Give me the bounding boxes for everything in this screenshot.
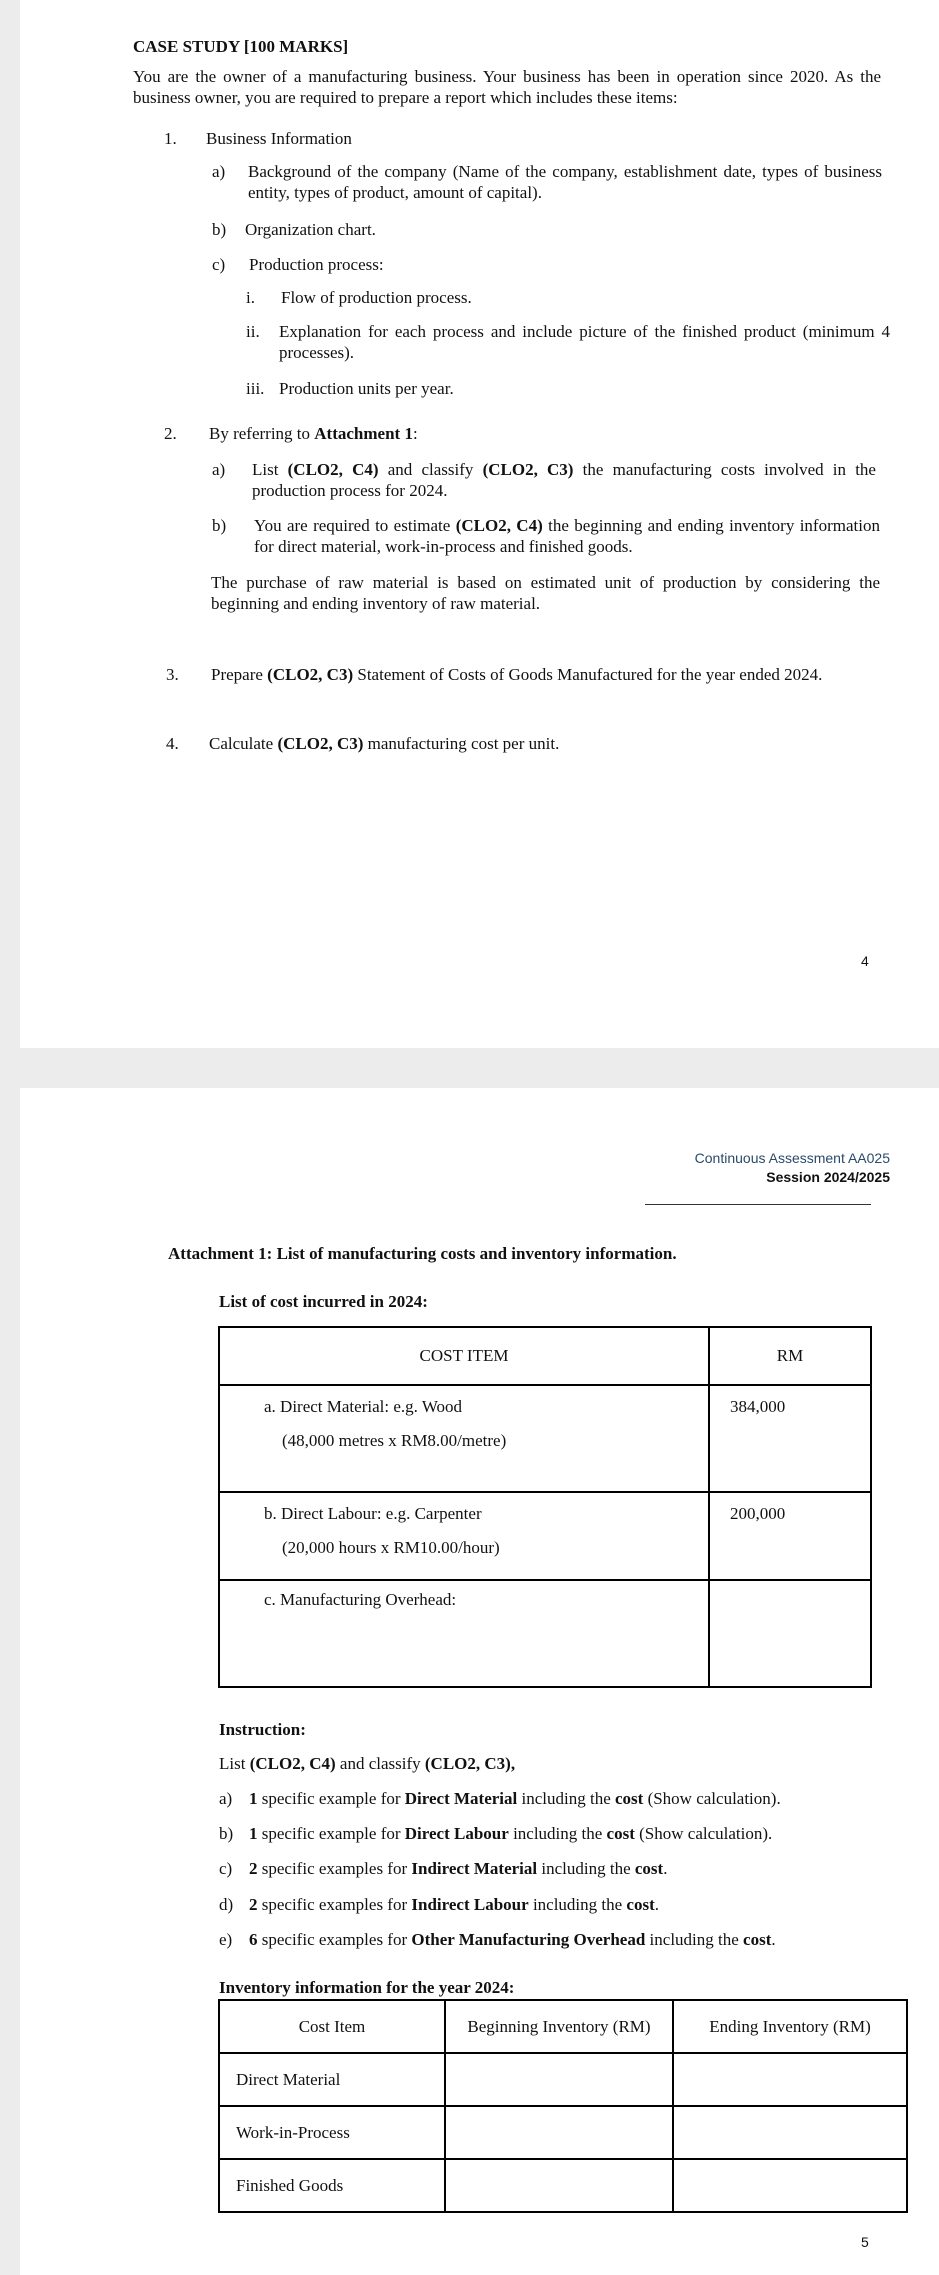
beginning-inventory-header: Beginning Inventory (RM) [445, 2000, 673, 2053]
item-1b-text: Organization chart. [245, 220, 376, 239]
inventory-cell [673, 2106, 907, 2159]
inventory-row-label: Work-in-Process [219, 2106, 445, 2159]
header-rule [645, 1204, 871, 1205]
instruction-item: e) 6 specific examples for Other Manufacturing Overhead including the cost. [219, 1930, 776, 1949]
document-page-5 [20, 1088, 939, 2275]
inventory-row [219, 2053, 907, 2106]
inventory-cell [445, 2159, 673, 2212]
item-1-title: Business Information [206, 129, 352, 148]
item-1c-ii-marker: ii. [246, 322, 260, 341]
item-1c-i-marker: i. [246, 288, 255, 307]
item-1c-i-text: Flow of production process. [281, 288, 472, 307]
cost-row-overhead [219, 1580, 871, 1687]
cost-row-direct-material [219, 1385, 871, 1492]
item-2b-text: You are required to estimate (CLO2, C4) the beginning and ending inventory information for direct material, work-in-process and finished goods. [254, 516, 880, 556]
item-1b-marker: b) [212, 220, 227, 239]
item-1c-iii-text: Production units per year. [279, 379, 454, 398]
item-2-number: 2. [164, 424, 177, 443]
instruction-item: c) 2 specific examples for Indirect Material including the cost. [219, 1859, 668, 1878]
item-1c-marker: c) [212, 255, 226, 274]
inventory-table-header [219, 2000, 907, 2053]
item-1c-text: Production process: [249, 255, 384, 274]
item-2-lead: By referring to Attachment 1: [209, 424, 418, 443]
case-study-heading: CASE STUDY [100 MARKS] [133, 37, 349, 56]
item-2-note: The purchase of raw material is based on estimated unit of production by considering the beginning and ending inventory of raw material. [211, 573, 880, 613]
item-1c-iii-marker: iii. [246, 379, 265, 398]
inventory-row [219, 2106, 907, 2159]
instruction-item: a) 1 specific example for Direct Material including the cost (Show calculation). [219, 1789, 781, 1808]
inventory-row-label: Direct Material [219, 2053, 445, 2106]
cost-row-label: c. Manufacturing Overhead: [264, 1590, 457, 1609]
item-2a-marker: a) [212, 460, 226, 479]
cost-row-detail: (20,000 hours x RM10.00/hour) [282, 1538, 500, 1557]
intro-paragraph: You are the owner of a manufacturing business. Your business has been in operation since 2020. As the business owner, you are required to prepare a report which includes these items: [133, 67, 881, 107]
item-1a-text: Background of the company (Name of the company, establishment date, types of business entity, types of product, amount of capital). [248, 162, 882, 202]
header-course: Continuous Assessment AA025 [694, 1150, 890, 1166]
item-3-number: 3. [166, 665, 179, 684]
header-session: Session 2024/2025 [766, 1169, 890, 1185]
page-number: 5 [861, 2234, 869, 2250]
instruction-item: b) 1 specific example for Direct Labour including the cost (Show calculation). [219, 1824, 773, 1843]
inventory-title: Inventory information for the year 2024: [219, 1978, 515, 1997]
instruction-lead: List (CLO2, C4) and classify (CLO2, C3), [219, 1754, 516, 1773]
inventory-cell [445, 2053, 673, 2106]
cost-row-label: b. Direct Labour: e.g. Carpenter [264, 1504, 482, 1523]
cost-row-amount: 200,000 [730, 1504, 786, 1523]
instruction-item: d) 2 specific examples for Indirect Labour including the cost. [219, 1895, 659, 1914]
item-1c-ii-text: Explanation for each process and include picture of the finished product (minimum 4 processes). [279, 322, 890, 362]
item-4-number: 4. [166, 734, 179, 753]
attachment-title: Attachment 1: List of manufacturing costs and inventory information. [168, 1244, 677, 1263]
cost-row-detail: (48,000 metres x RM8.00/metre) [282, 1431, 507, 1450]
inventory-row [219, 2159, 907, 2212]
item-2a-text: List (CLO2, C4) and classify (CLO2, C3) the manufacturing costs involved in the production process for 2024. [252, 460, 876, 500]
cost-table [218, 1326, 872, 1688]
rm-header: RM [709, 1327, 871, 1385]
cost-row-direct-labour [219, 1492, 871, 1580]
cost-list-title: List of cost incurred in 2024: [219, 1292, 428, 1311]
item-1a-marker: a) [212, 162, 226, 181]
inventory-table [218, 1999, 908, 2213]
page-number: 4 [861, 953, 869, 969]
item-3-text: Prepare (CLO2, C3) Statement of Costs of Goods Manufactured for the year ended 2024. [211, 665, 823, 684]
ending-inventory-header: Ending Inventory (RM) [673, 2000, 907, 2053]
cost-item-header: Cost Item [219, 2000, 445, 2053]
inventory-cell [445, 2106, 673, 2159]
cost-row-amount: 384,000 [730, 1397, 786, 1416]
cost-table-header [219, 1327, 871, 1385]
item-2b-marker: b) [212, 516, 227, 535]
instruction-title: Instruction: [219, 1720, 306, 1739]
cost-row-label: a. Direct Material: e.g. Wood [264, 1397, 462, 1416]
item-4-text: Calculate (CLO2, C3) manufacturing cost per unit. [209, 734, 560, 753]
cost-item-header: COST ITEM [219, 1327, 709, 1385]
item-1-number: 1. [164, 129, 177, 148]
document-page-4 [20, 0, 939, 1048]
inventory-cell [673, 2053, 907, 2106]
inventory-row-label: Finished Goods [219, 2159, 445, 2212]
inventory-cell [673, 2159, 907, 2212]
